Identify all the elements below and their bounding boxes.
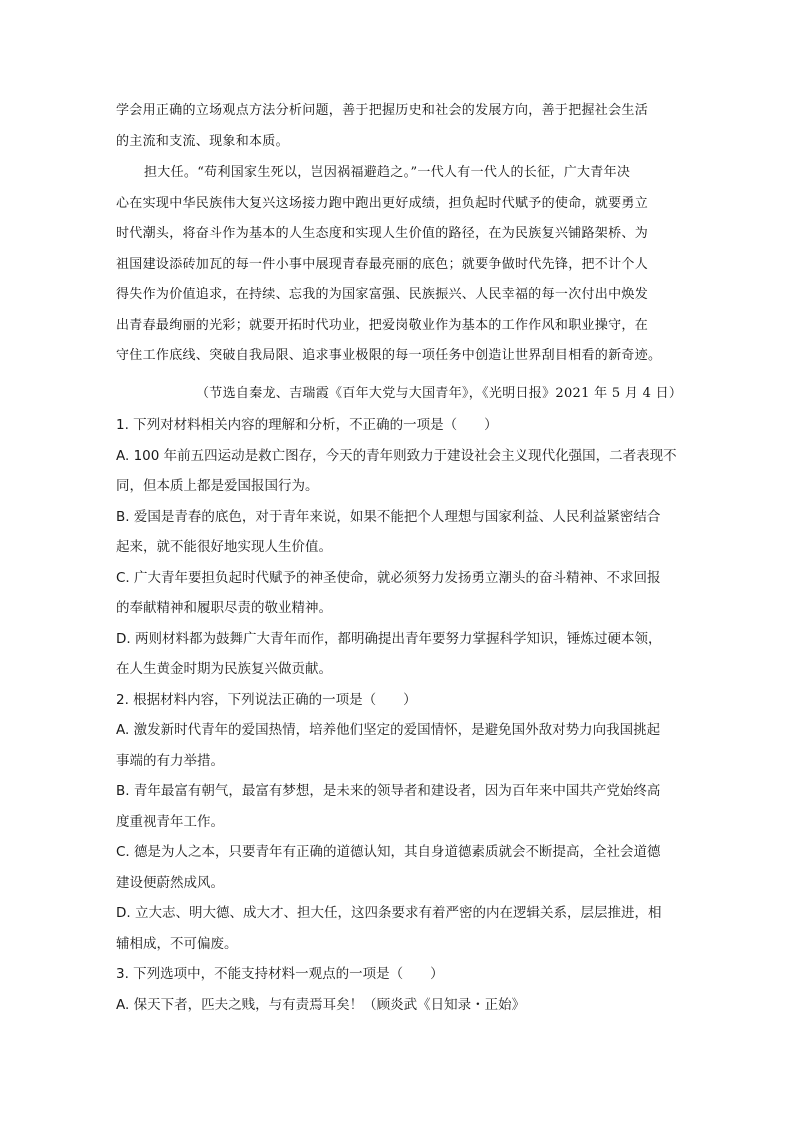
answer-option xyxy=(116,898,680,959)
answer-option xyxy=(116,715,680,776)
text-line: 1. 下列对材料相关内容的理解和分析，不正确的一项是（ ） xyxy=(116,417,498,433)
question-stem xyxy=(116,685,680,716)
text-line: 出青春最绚丽的光彩；就要开拓时代功业，把爱岗敬业作为基本的工作作风和职业操守，在 xyxy=(116,317,649,333)
text-line: B. 爱国是青春的底色，对于青年来说，如果不能把个人理想与国家利益、人民利益紧密结合 xyxy=(116,508,661,525)
text-line: 建设便蔚然成风。 xyxy=(116,874,224,891)
text-line: 2. 根据材料内容，下列说法正确的一项是（ ） xyxy=(116,691,417,708)
text-line: 得失作为价值追求，在持续、忘我的为国家富强、民族振兴、人民幸福的每一次付出中焕发 xyxy=(116,287,649,302)
text-line: 的奉献精神和履职尽责的敬业精神。 xyxy=(116,600,332,616)
text-line: 起来，就不能很好地实现人生价值。 xyxy=(116,539,332,555)
question-list xyxy=(116,410,680,1020)
answer-option xyxy=(116,502,680,563)
text-line: 心在实现中华民族伟大复兴这场接力跑中跑出更好成绩，担负起时代赋予的使命，就要勇立 xyxy=(116,195,649,211)
answer-option xyxy=(116,563,680,624)
answer-option xyxy=(116,776,680,837)
text-line: C. 德是为人之本，只要青年有正确的道德认知，其自身道德素质就会不断提高，全社会道德 xyxy=(116,844,661,860)
text-line: 祖国建设添砖加瓦的每一件小事中展现青春最亮丽的底色；就要争做时代先锋，把不计个人 xyxy=(116,256,649,272)
text-line: 在人生黄金时期为民族复兴做贡献。 xyxy=(116,661,332,677)
text-line: 辅相成，不可偏废。 xyxy=(116,935,238,952)
text-line: 时代潮头，将奋斗作为基本的人生态度和实现人生价值的路径，在为民族复兴铺路架桥、为 xyxy=(116,226,649,241)
answer-option xyxy=(116,441,680,502)
answer-option xyxy=(116,837,680,898)
text-line: 学会用正确的立场观点方法分析问题，善于把握历史和社会的发展方向，善于把握社会生活 xyxy=(116,103,649,118)
text-line: A. 激发新时代青年的爱国热情，培养他们坚定的爱国情怀，是避免国外敌对势力向我国挑起 xyxy=(116,722,661,738)
text-line: C. 广大青年要担负起时代赋予的神圣使命，就必须努力发扬勇立潮头的奋斗精神、不求回报 xyxy=(116,569,661,586)
text-line: 担大任。“苟利国家生死以，岂因祸福避趋之。”一代人有一代人的长征，广大青年决 xyxy=(144,165,631,180)
passage-paragraph-2 xyxy=(116,158,680,372)
text-line: A. 100 年前五四运动是救亡图存，今天的青年则致力于建设社会主义现代化强国，二者表现不 xyxy=(116,447,677,464)
answer-option xyxy=(116,624,680,685)
passage-paragraph-1 xyxy=(116,96,680,157)
text-line: 度重视青年工作。 xyxy=(116,813,224,830)
text-line: A. 保天下者，匹夫之贱，与有责焉耳矣！（顾炎武《日知录・正始》 xyxy=(116,996,526,1013)
text-line: D. 立大志、明大德、成大才、担大任，这四条要求有着严密的内在逻辑关系，层层推进，相 xyxy=(116,905,662,921)
text-line: 3. 下列选项中，不能支持材料一观点的一项是（ ） xyxy=(116,966,444,982)
question-stem xyxy=(116,410,680,441)
text-line: 的主流和支流、现象和本质。 xyxy=(116,133,289,149)
text-line: D. 两则材料都为鼓舞广大青年而作，都明确提出青年要努力掌握科学知识，锤炼过硬本领， xyxy=(116,630,662,647)
question-stem xyxy=(116,959,680,990)
text-line: 同，但本质上都是爱国报国行为。 xyxy=(116,478,319,494)
answer-option xyxy=(116,990,680,1021)
passage-source-citation: （节选自秦龙、吉瑞霞《百年大党与大国青年》，《光明日报》2021 年 5 月 4 日） xyxy=(196,386,683,401)
text-line: 守住工作底线、突破自我局限、追求事业极限的每一项任务中创造让世界刮目相看的新奇迹。 xyxy=(116,348,662,363)
text-line: B. 青年最富有朝气，最富有梦想，是未来的领导者和建设者，因为百年来中国共产党始终高 xyxy=(116,783,661,799)
text-line: 事端的有力举措。 xyxy=(116,752,224,769)
